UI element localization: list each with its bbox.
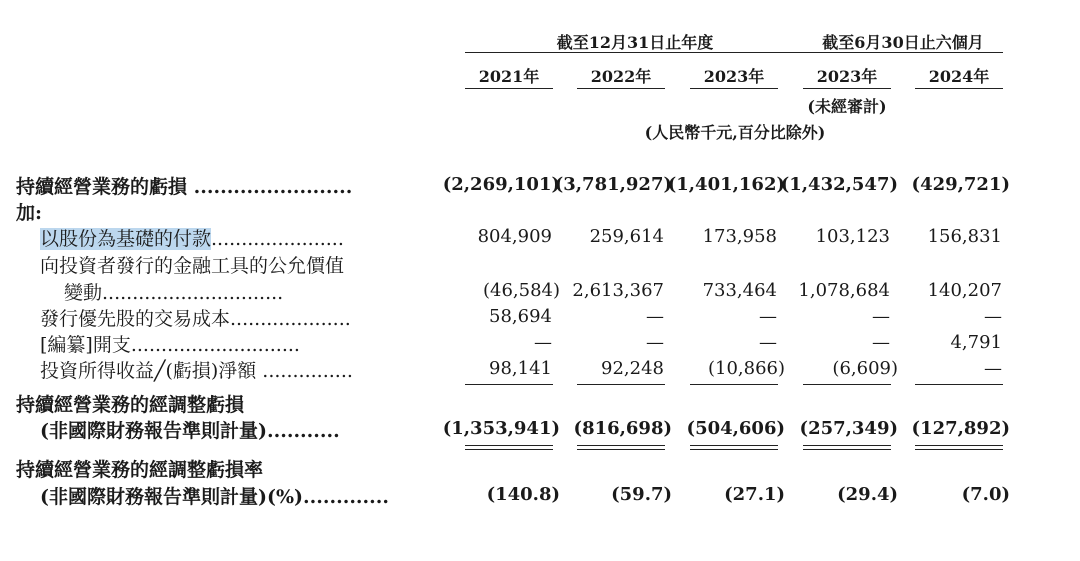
table-cell: (6,609)	[832, 358, 898, 379]
table-cell: 103,123	[815, 226, 890, 247]
row-label-fair-value: 向投資者發行的金融工具的公允價值	[40, 255, 345, 277]
header-annual: 截至12月31日止年度	[556, 33, 714, 52]
table-cell: (816,698)	[573, 418, 672, 439]
year-2021: 2021年	[478, 67, 540, 86]
table-cell: 98,141	[489, 358, 552, 379]
table-cell: (1,401,162)	[667, 174, 785, 195]
table-cell: (127,892)	[911, 418, 1010, 439]
table-cell: —	[984, 358, 1002, 379]
year-2022: 2022年	[590, 67, 652, 86]
table-cell: (59.7)	[611, 484, 672, 505]
year-2024-interim: 2024年	[928, 67, 990, 86]
subtotal-rule	[915, 384, 1003, 385]
table-cell: 173,958	[702, 226, 777, 247]
table-cell: 804,909	[477, 226, 552, 247]
table-cell: (46,584)	[482, 280, 560, 301]
row-label-loss: 持續經營業務的虧損 ........................	[16, 176, 353, 198]
header-annual-underline	[465, 52, 805, 53]
header-interim: 截至6月30日止六個月	[822, 33, 984, 52]
table-cell: (29.4)	[837, 484, 898, 505]
row-label-expense: [編纂]開支............................	[40, 334, 300, 356]
row-dots: ......................	[211, 228, 344, 250]
table-cell: 733,464	[702, 280, 777, 301]
table-cell: —	[646, 306, 664, 327]
table-cell: (1,353,941)	[442, 418, 560, 439]
highlighted-text: 以股份為基礎的付款	[40, 228, 212, 250]
row-label-adjusted-loss-nonifrs: (非國際財務報告準則計量)...........	[40, 420, 340, 442]
table-cell: (10,866)	[707, 358, 785, 379]
year-underline	[803, 88, 891, 89]
table-cell: —	[646, 332, 664, 353]
row-label-preferred-cost: 發行優先股的交易成本....................	[40, 308, 351, 330]
unaudited-note: (未經審計)	[807, 97, 887, 116]
table-cell: (1,432,547)	[780, 174, 898, 195]
table-cell: 4,791	[950, 332, 1002, 353]
table-cell: 156,831	[927, 226, 1002, 247]
row-label-change: 變動..............................	[64, 282, 284, 304]
year-underline	[915, 88, 1003, 89]
total-double-rule	[690, 445, 778, 450]
table-cell: (2,269,101)	[442, 174, 560, 195]
year-underline	[690, 88, 778, 89]
table-cell: 1,078,684	[798, 280, 890, 301]
total-double-rule	[577, 445, 665, 450]
table-cell: —	[872, 332, 890, 353]
table-cell: (257,349)	[799, 418, 898, 439]
year-underline	[465, 88, 553, 89]
row-label-adjusted-loss-rate: 持續經營業務的經調整虧損率	[16, 459, 264, 481]
row-label-add: 加:	[16, 202, 43, 224]
table-cell: 140,207	[927, 280, 1002, 301]
table-cell: 92,248	[601, 358, 664, 379]
table-cell: 58,694	[489, 306, 552, 327]
year-2023-interim: 2023年	[816, 67, 878, 86]
subtotal-rule	[803, 384, 891, 385]
row-label-investment-gain: 投資所得收益╱(虧損)淨額 ...............	[40, 360, 353, 382]
subtotal-rule	[690, 384, 778, 385]
table-cell: —	[984, 306, 1002, 327]
table-cell: (140.8)	[486, 484, 560, 505]
header-interim-underline	[803, 52, 1003, 53]
total-double-rule	[803, 445, 891, 450]
table-cell: (504,606)	[686, 418, 785, 439]
table-cell: (3,781,927)	[554, 174, 672, 195]
row-label-adjusted-loss: 持續經營業務的經調整虧損	[16, 394, 245, 416]
table-cell: 259,614	[589, 226, 664, 247]
subtotal-rule	[577, 384, 665, 385]
year-underline	[577, 88, 665, 89]
table-cell: (27.1)	[724, 484, 785, 505]
total-double-rule	[915, 445, 1003, 450]
total-double-rule	[465, 445, 553, 450]
table-cell: —	[872, 306, 890, 327]
row-label-adjusted-loss-rate-nonifrs: (非國際財務報告準則計量)(%).............	[40, 486, 390, 508]
unit-note: (人民幣千元,百分比除外)	[644, 123, 826, 142]
table-cell: 2,613,367	[572, 280, 664, 301]
table-cell: —	[759, 332, 777, 353]
table-cell: (7.0)	[961, 484, 1010, 505]
table-cell: —	[759, 306, 777, 327]
row-label-share-payment	[40, 224, 344, 251]
table-cell: (429,721)	[911, 174, 1010, 195]
year-2023: 2023年	[703, 67, 765, 86]
table-cell: —	[534, 332, 552, 353]
subtotal-rule	[465, 384, 553, 385]
